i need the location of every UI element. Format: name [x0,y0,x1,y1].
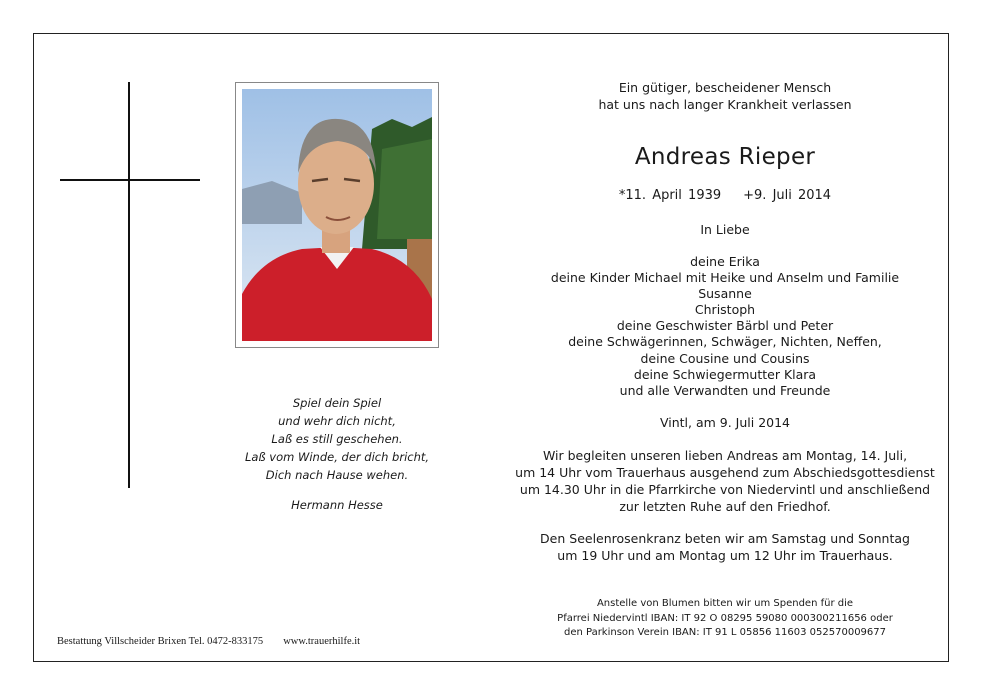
family-line: deine Cousine und Cousins [640,350,810,366]
donation-line: Anstelle von Blumen bitten wir um Spenden für die [596,598,854,609]
rosary-line: Den Seelenrosenkranz beten wir am Samstag und Sonntag [540,531,910,546]
poem-line: Laß es still geschehen. [271,432,403,446]
donation-line: den Parkinson Verein IBAN: IT 91 L 05856 11603 052570009677 [563,627,887,638]
family-line: und alle Verwandten und Freunde [619,382,831,398]
poem-line: Dich nach Hause wehen. [265,468,409,482]
in-love-text: In Liebe [700,222,750,237]
family-line: deine Erika [690,254,760,269]
funeral-line: zur letzten Ruhe auf den Friedhof. [619,499,831,514]
funeral-line: um 14.30 Uhr in die Pfarrkirche von Niedervintl und anschließend [519,482,931,497]
family-line: deine Kinder Michael mit Heike und Anselm und Familie [550,270,900,286]
portrait-photo [242,89,432,341]
family-line: deine Schwägerinnen, Schwäger, Nichten, Neffen, [568,334,882,350]
website-link[interactable]: www.trauerhilfe.it [283,636,361,647]
birth-date: *11. April 1939 [618,188,722,203]
poem [235,394,439,514]
cross-vertical-beam [128,82,130,488]
place-date: Vintl, am 9. Juli 2014 [659,415,791,430]
portrait-frame [235,82,439,348]
poem-line: Spiel dein Spiel [292,396,382,410]
rosary-details [515,530,935,564]
footer [57,636,360,647]
donation-note [515,597,935,641]
poem-line: und wehr dich nicht, [278,414,396,428]
donation-line: Pfarrei Niedervintl IBAN: IT 92 O 08295 59080 000300211656 oder [557,612,893,624]
poem-author: Hermann Hesse [291,498,383,512]
intro-line: hat uns nach langer Krankheit verlassen [598,96,852,112]
funeral-line: Wir begleiten unseren lieben Andreas am Montag, 14. Juli, [542,448,908,463]
poem-line: Laß vom Winde, der dich bricht, [244,450,430,464]
life-dates [515,188,935,203]
cross-horizontal-beam [60,179,200,181]
family-line: deine Schwiegermutter Klara [633,366,817,382]
death-date: +9. Juli 2014 [743,188,832,203]
deceased-name: Andreas Rieper [634,144,816,170]
rosary-line: um 19 Uhr und am Montag um 12 Uhr im Trauerhaus. [557,548,893,563]
family-line: Christoph [694,302,756,318]
funeral-details [515,447,935,515]
family-line: deine Geschwister Bärbl und Peter [616,318,834,334]
funeral-company: Bestattung Villscheider Brixen Tel. 0472-833175 [57,636,264,647]
family-line: Susanne [698,286,752,302]
intro-text [515,80,935,113]
intro-line: Ein gütiger, bescheidener Mensch [618,80,832,95]
funeral-line: um 14 Uhr vom Trauerhaus ausgehend zum Abschiedsgottesdienst [515,465,935,480]
family-list [515,254,935,399]
